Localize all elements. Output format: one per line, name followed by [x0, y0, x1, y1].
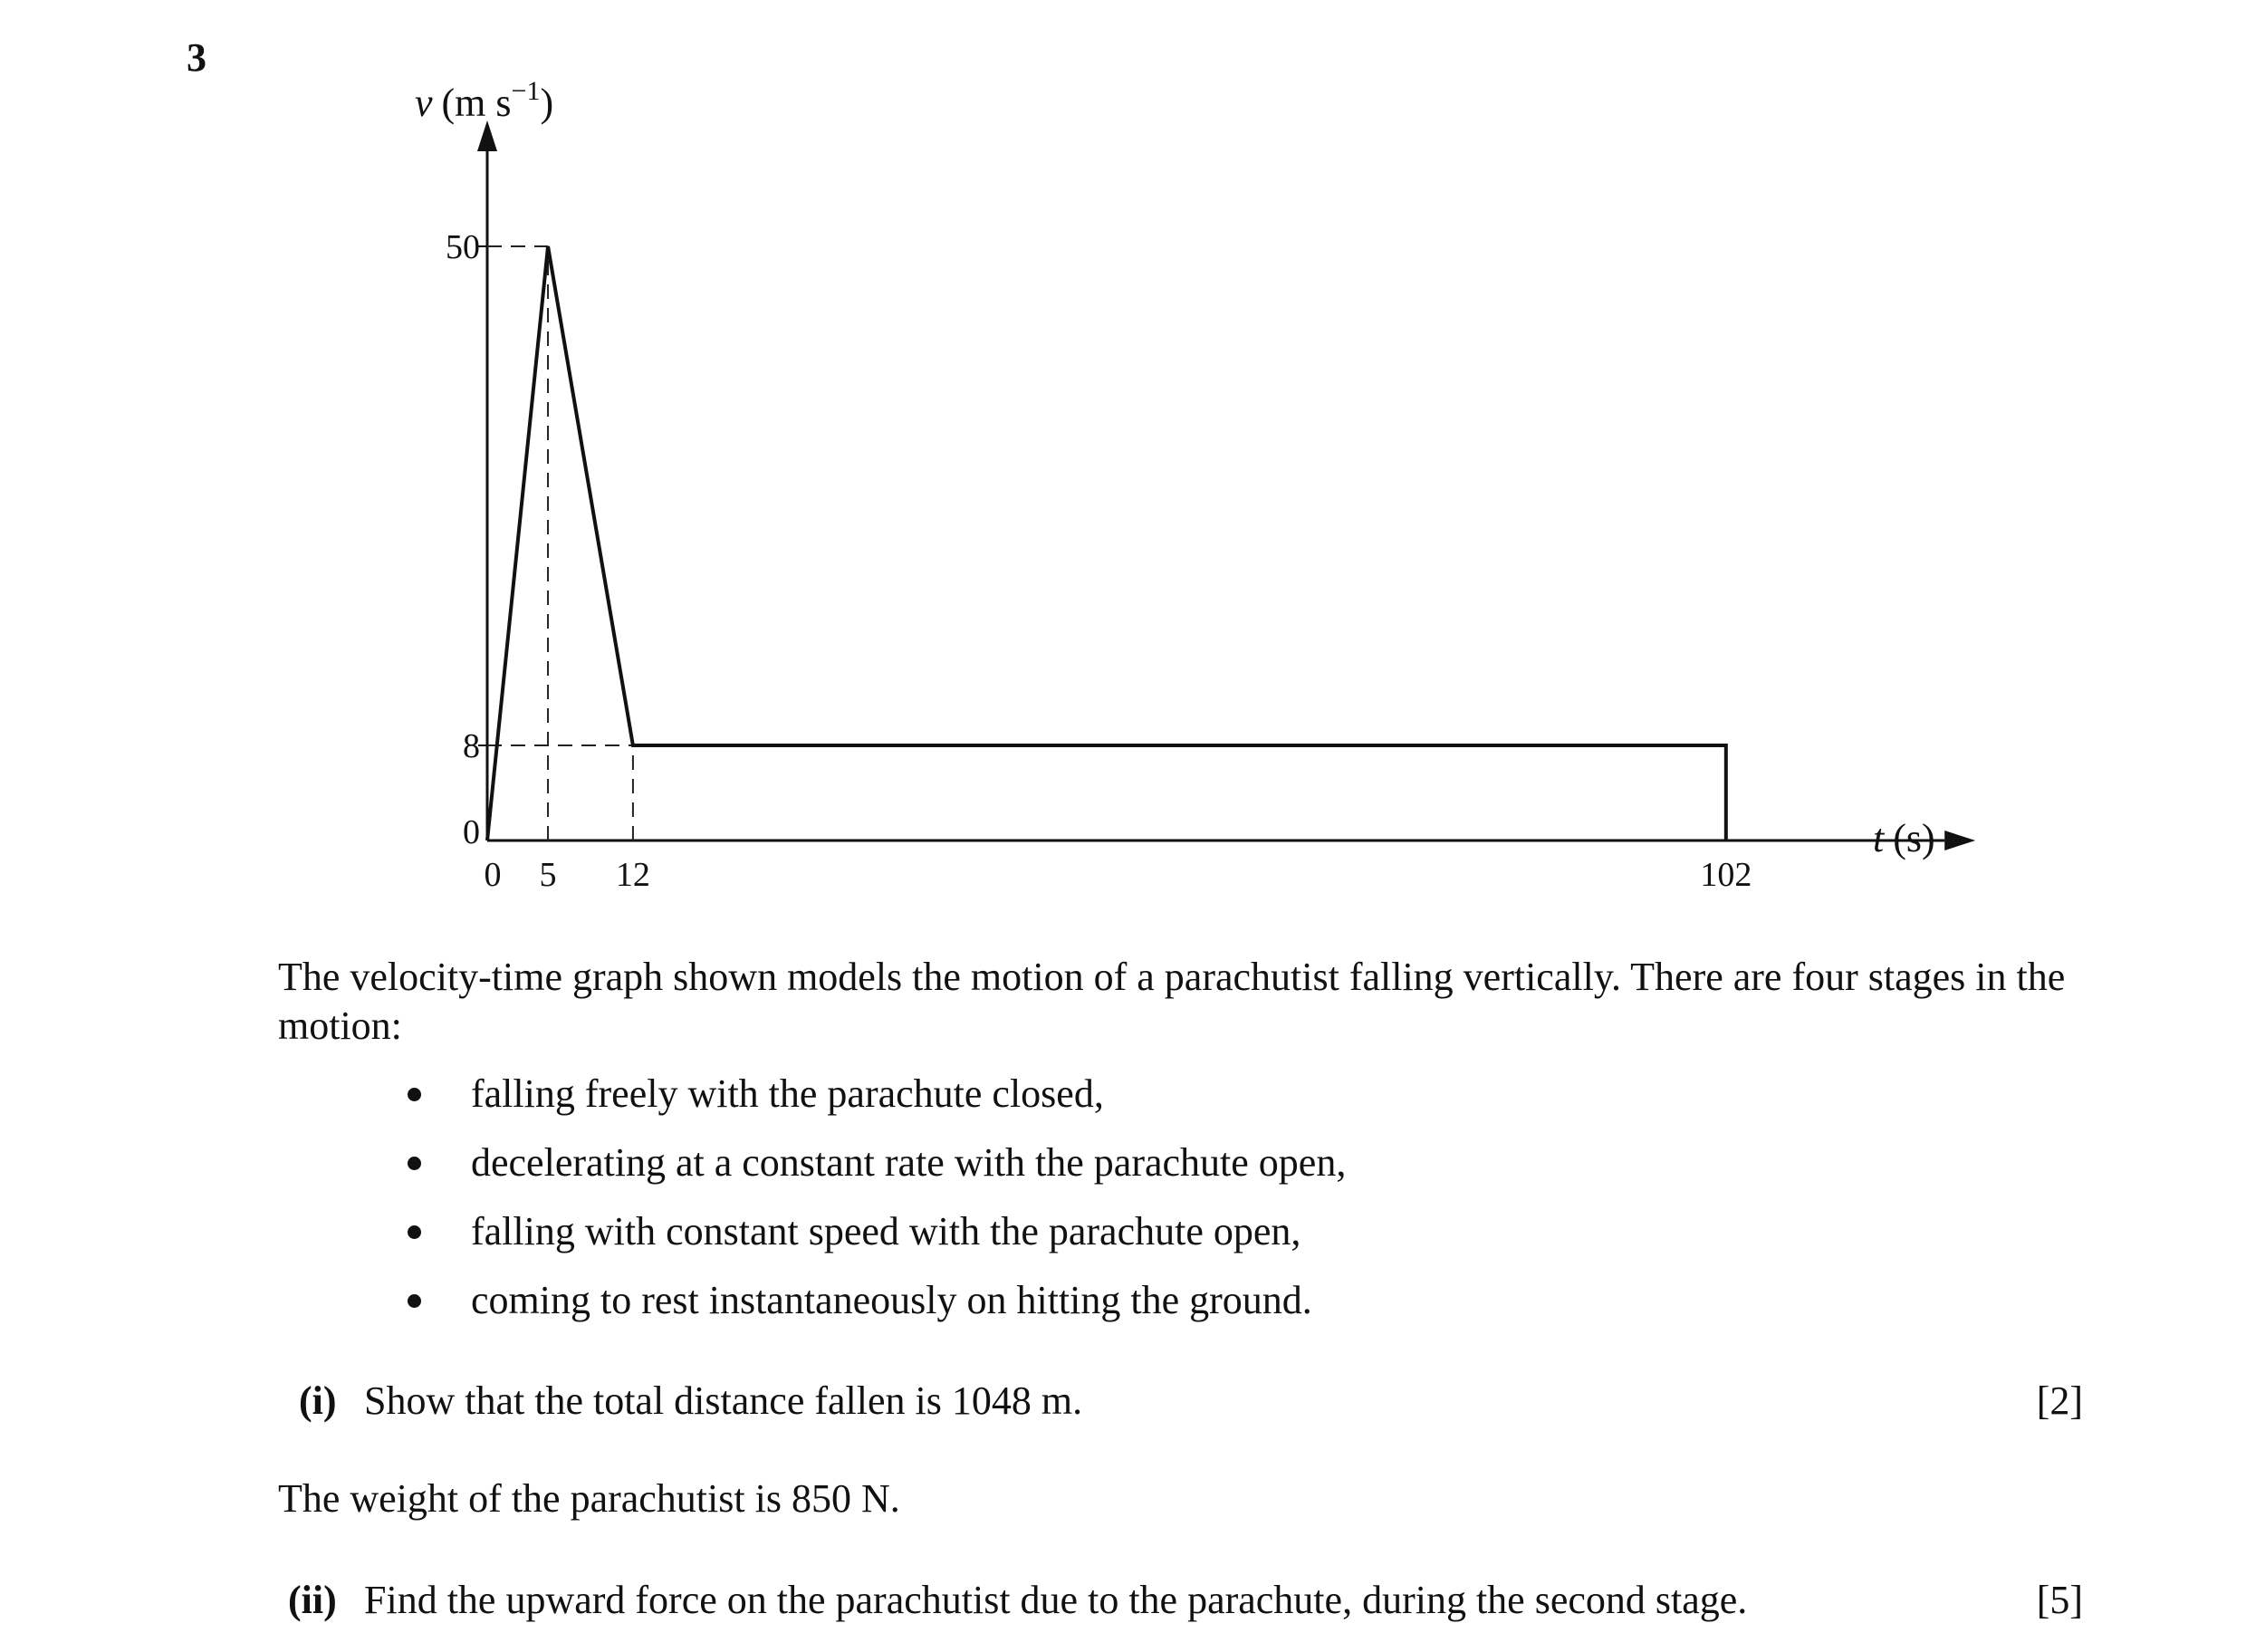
- y-axis-var: v: [415, 81, 433, 125]
- stage-text: coming to rest instantaneously on hitting the ground.: [471, 1278, 1312, 1322]
- part-ii-marks: [5]: [2036, 1578, 2083, 1622]
- stage-text: falling freely with the parachute closed,: [471, 1071, 1104, 1116]
- stages-list: [398, 1060, 1346, 1335]
- y-tick-label: 50: [446, 228, 480, 266]
- stage-text: decelerating at a constant rate with the parachute open,: [471, 1140, 1347, 1185]
- part-ii-label: (ii): [288, 1578, 337, 1622]
- intro-paragraph: The velocity-time graph shown models the motion of a parachutist falling vertically. There are four stages in the motion:: [278, 955, 2066, 1048]
- y-axis-label: [415, 76, 553, 125]
- axes: [477, 120, 1975, 850]
- y-tick-label: 0: [463, 813, 480, 851]
- x-tick-label: 12: [615, 856, 650, 894]
- x-tick-label: 5: [539, 856, 557, 894]
- x-tick-label: 0: [484, 856, 502, 894]
- part-i-marks: [2]: [2036, 1378, 2083, 1423]
- x-tick-label: 102: [1700, 856, 1752, 894]
- x-axis-label: [1873, 816, 1935, 860]
- y-axis-arrow-icon: [477, 120, 497, 151]
- series-layer: [487, 246, 1726, 840]
- y-axis-unit-exponent: −1: [511, 76, 541, 106]
- x-axis-arrow-icon: [1944, 831, 1975, 850]
- stage-text: falling with constant speed with the parachute open,: [471, 1209, 1301, 1253]
- y-axis-unit-close: ): [540, 81, 554, 125]
- stage-item: [398, 1060, 1346, 1129]
- stage-item: [398, 1197, 1346, 1266]
- part-ii-text: Find the upward force on the parachutist due to the parachute, during the second stage.: [364, 1578, 1748, 1622]
- bullet-icon: [408, 1225, 421, 1239]
- question-number: 3: [187, 35, 206, 80]
- stage-item: [398, 1266, 1346, 1335]
- part-i-label: (i): [299, 1378, 337, 1423]
- part-i-text: Show that the total distance fallen is 1048 m.: [364, 1378, 1083, 1423]
- velocity-line: [487, 246, 1726, 840]
- tick-labels: [446, 228, 1752, 894]
- bullet-icon: [408, 1088, 421, 1101]
- reference-lines: [487, 246, 633, 840]
- y-axis-unit: (m s: [441, 81, 512, 125]
- y-tick-label: 8: [463, 727, 480, 766]
- bullet-icon: [408, 1294, 421, 1308]
- x-axis-var: t: [1873, 816, 1885, 860]
- stage-item: [398, 1129, 1346, 1197]
- x-axis-unit: (s): [1893, 816, 1935, 860]
- weight-statement: The weight of the parachutist is 850 N.: [278, 1476, 900, 1521]
- bullet-icon: [408, 1157, 421, 1170]
